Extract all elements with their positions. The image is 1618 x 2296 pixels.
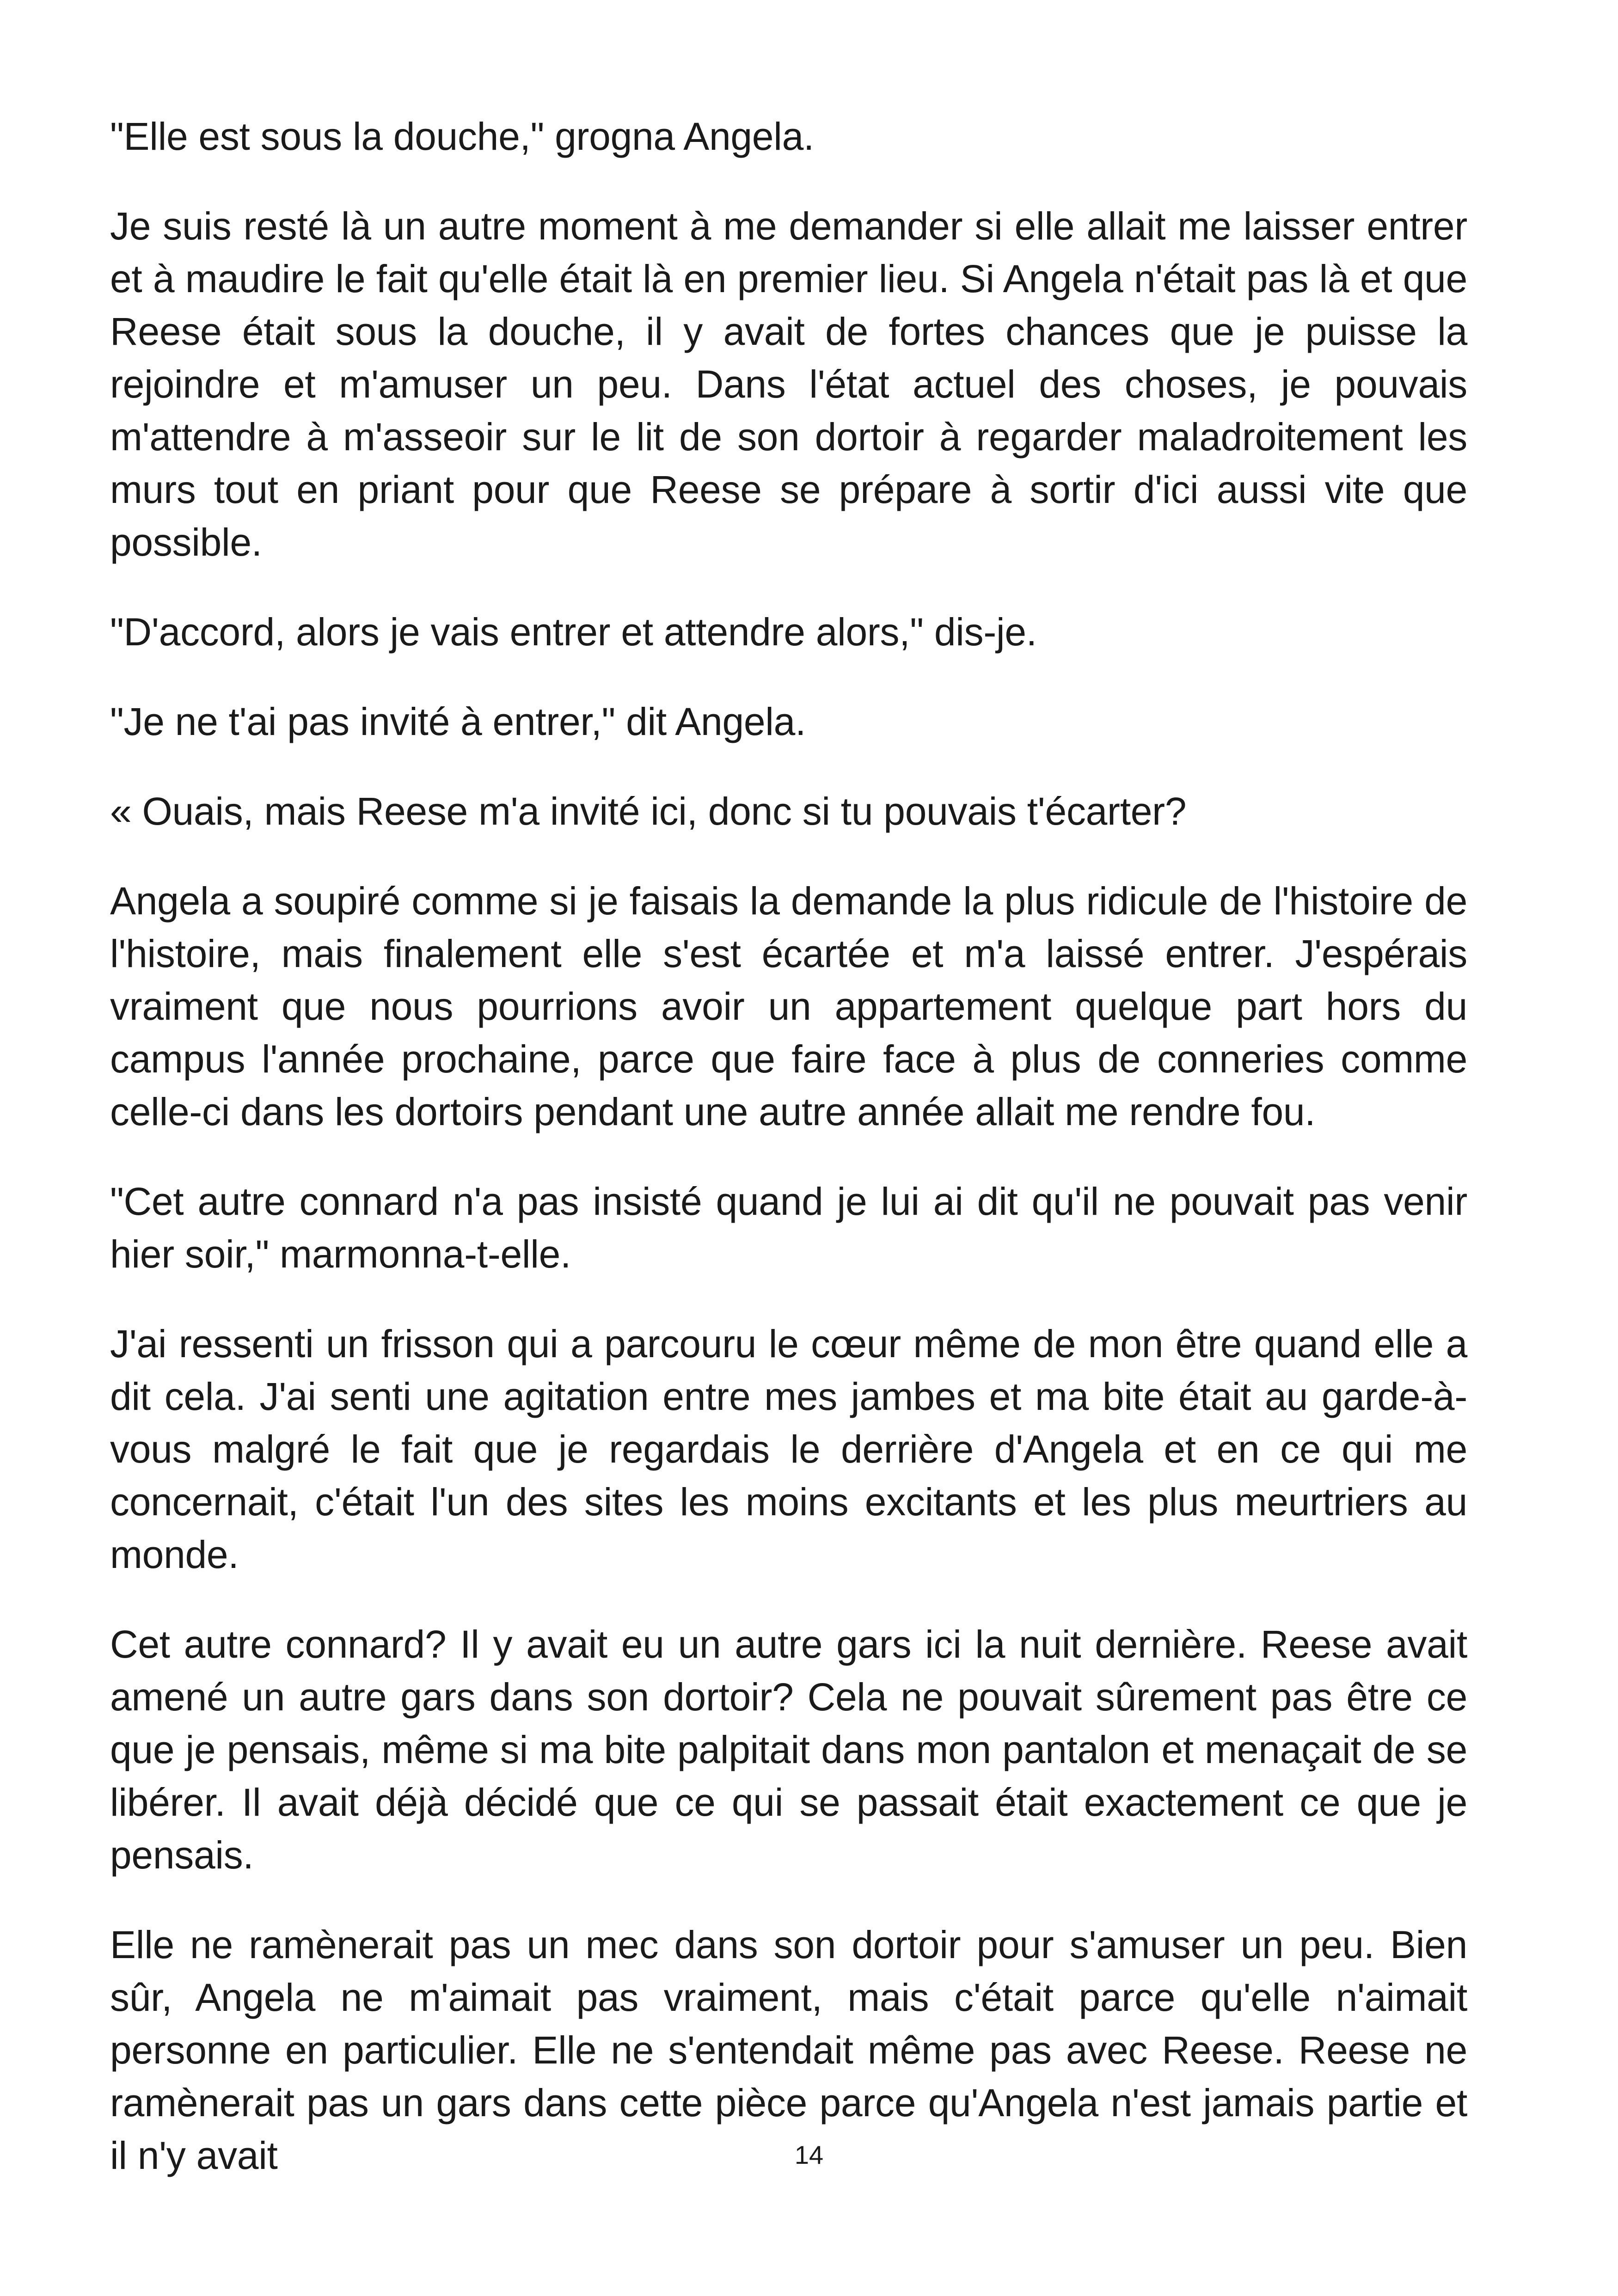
paragraph: « Ouais, mais Reese m'a invité ici, donc si tu pouvais t'écarter? bbox=[110, 790, 1187, 833]
paragraph: "Elle est sous la douche," grogna Angela. bbox=[110, 115, 815, 158]
paragraph: "D'accord, alors je vais entrer et attendre alors," dis-je. bbox=[110, 610, 1037, 654]
paragraph: Cet autre connard? Il y avait eu un autre gars ici la nuit dernière. Reese avait amené un autre gars dans son dortoir? Cela ne pouvait sûrement pas être ce que je pensais, même si ma bite palpitait dans mon pantalon et menaçait de se libérer. Il avait déjà décidé que ce qui se passait était exactement ce que je pensais. bbox=[110, 1623, 1467, 1877]
page-number: 14 bbox=[794, 2140, 824, 2169]
paragraph: Elle ne ramènerait pas un mec dans son dortoir pour s'amuser un peu. Bien sûr, Angela ne m'aimait pas vraiment, mais c'était parce qu'elle n'aimait personne en particulier. Elle ne s'entendait même pas avec Reese. Reese ne ramènerait pas un gars dans cette pièce parce qu'Angela n'est jamais partie et il n'y avait bbox=[110, 1923, 1467, 2177]
paragraph: Je suis resté là un autre moment à me demander si elle allait me laisser entrer et à maudire le fait qu'elle était là en premier lieu. Si Angela n'était pas là et que Reese était sous la douche, il y avait de fortes chances que je puisse la rejoindre et m'amuser un peu. Dans l'état actuel des choses, je pouvais m'attendre à m'asseoir sur le lit de son dortoir à regarder maladroitement les murs tout en priant pour que Reese se prépare à sortir d'ici aussi vite que possible. bbox=[110, 204, 1467, 564]
body-text bbox=[110, 110, 1467, 2219]
paragraph: J'ai ressenti un frisson qui a parcouru le cœur même de mon être quand elle a dit cela. J'ai senti une agitation entre mes jambes et ma bite était au garde-à-vous malgré le fait que je regardais le derrière d'Angela et en ce qui me concernait, c'était l'un des sites les moins excitants et les plus meurtriers au monde. bbox=[110, 1322, 1467, 1576]
paragraph: "Je ne t'ai pas invité à entrer," dit Angela. bbox=[110, 700, 806, 743]
paragraph: "Cet autre connard n'a pas insisté quand je lui ai dit qu'il ne pouvait pas venir hier soir," marmonna-t-elle. bbox=[110, 1180, 1467, 1276]
paragraph: Angela a soupiré comme si je faisais la demande la plus ridicule de l'histoire de l'histoire, mais finalement elle s'est écartée et m'a laissé entrer. J'espérais vraiment que nous pourrions avoir un appartement quelque part hors du campus l'année prochaine, parce que faire face à plus de conneries comme celle-ci dans les dortoirs pendant une autre année allait me rendre fou. bbox=[110, 879, 1467, 1133]
